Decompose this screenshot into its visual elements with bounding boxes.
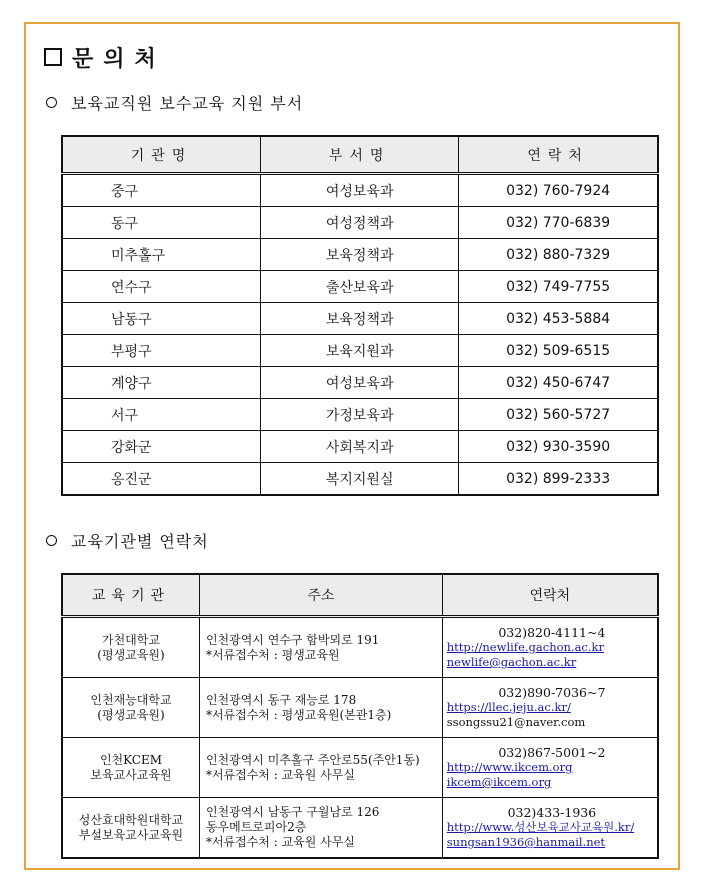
website-link[interactable]: http://newlife.gachon.ac.kr	[446, 640, 604, 654]
email-text: ssongssu21@naver.com	[446, 715, 586, 729]
table-row	[62, 798, 658, 859]
table-row	[62, 399, 658, 431]
address-line: 인천광역시 연수구 함박뫼로 191	[205, 632, 380, 647]
institution-sub: 보육교사교육원	[90, 767, 172, 782]
table-row	[62, 303, 658, 335]
email-link[interactable]: ikcem@ikcem.org	[446, 775, 552, 789]
email-link[interactable]: newlife@gachon.ac.kr	[446, 655, 577, 669]
phone-cell: 032) 509-6515	[459, 335, 658, 367]
institution-name: 인천재능대학교	[90, 692, 172, 707]
institution-name: 성산효대학원대학교	[78, 812, 184, 827]
institution-cell	[62, 738, 199, 798]
contact-cell	[442, 738, 658, 798]
address-line: *서류접수처 : 평생교육원	[205, 647, 340, 662]
gu-cell: 계양구	[62, 367, 261, 399]
phone-number: 032)890-7036~7	[498, 685, 606, 700]
table-row	[62, 678, 658, 738]
dept-cell: 가정보육과	[261, 399, 459, 431]
gu-cell: 동구	[62, 207, 261, 239]
table-row	[62, 239, 658, 271]
address-line: *서류접수처 : 평생교육원(본관1층)	[205, 707, 392, 722]
table-row	[62, 207, 658, 239]
institution-name: 인천KCEM	[99, 752, 162, 767]
table-row	[62, 738, 658, 798]
institution-sub: (평생교육원)	[97, 707, 165, 722]
institution-cell	[62, 798, 199, 859]
gu-cell: 미추홀구	[62, 239, 261, 271]
address-line: 인천광역시 남동구 구월남로 126	[205, 805, 380, 819]
phone-number: 032)820-4111~4	[498, 625, 606, 640]
phone-cell: 032) 749-7755	[459, 271, 658, 303]
section1-heading: 보육교직원 보수교육 지원 부서	[46, 91, 303, 114]
table-row	[62, 174, 658, 207]
table-row	[62, 617, 658, 678]
dept-cell: 여성보육과	[261, 367, 459, 399]
checkbox-square-icon	[44, 48, 62, 66]
table-row	[62, 335, 658, 367]
dept-cell: 여성보육과	[261, 174, 459, 207]
gu-cell: 서구	[62, 399, 261, 431]
dept-cell: 보육정책과	[261, 303, 459, 335]
gu-cell: 강화군	[62, 431, 261, 463]
gu-cell: 옹진군	[62, 463, 261, 496]
phone-cell: 032) 880-7329	[459, 239, 658, 271]
header-dept: 부서명	[261, 136, 459, 174]
circle-bullet-icon	[46, 97, 57, 108]
gu-cell: 남동구	[62, 303, 261, 335]
address-line: *서류접수처 : 교육원 사무실	[205, 835, 355, 849]
phone-cell: 032) 760-7924	[459, 174, 658, 207]
table-row	[62, 431, 658, 463]
website-link[interactable]: https://llec.jeju.ac.kr/	[446, 700, 571, 714]
phone-number: 032)433-1936	[507, 805, 597, 820]
phone-cell: 032) 899-2333	[459, 463, 658, 496]
institution-cell	[62, 617, 199, 678]
gu-cell: 연수구	[62, 271, 261, 303]
institution-name: 가천대학교	[101, 632, 160, 647]
dept-cell: 출산보육과	[261, 271, 459, 303]
gu-cell: 중구	[62, 174, 261, 207]
institution-table	[61, 573, 659, 859]
website-link[interactable]: http://www.성산보육교사교육원.kr/	[446, 820, 635, 834]
dept-cell: 복지지원실	[261, 463, 459, 496]
phone-cell: 032) 560-5727	[459, 399, 658, 431]
contact-cell	[442, 617, 658, 678]
header-institution: 교육기관	[62, 574, 199, 617]
dept-cell: 보육정책과	[261, 239, 459, 271]
phone-cell: 032) 450-6747	[459, 367, 658, 399]
address-line: 인천광역시 미추홀구 주안로55(주안1동)	[205, 752, 420, 767]
phone-number: 032)867-5001~2	[498, 745, 606, 760]
page-title	[44, 42, 166, 72]
email-link[interactable]: sungsan1936@hanmail.net	[446, 835, 606, 849]
institution-cell	[62, 678, 199, 738]
table-header-row	[62, 136, 658, 174]
table-row	[62, 271, 658, 303]
header-address: 주소	[199, 574, 442, 617]
address-cell	[199, 617, 442, 678]
dept-cell: 보육지원과	[261, 335, 459, 367]
institution-sub: (평생교육원)	[97, 647, 165, 662]
phone-cell: 032) 930-3590	[459, 431, 658, 463]
table-header-row	[62, 574, 658, 617]
gu-cell: 부평구	[62, 335, 261, 367]
institution-sub: 부설보육교사교육원	[78, 827, 184, 842]
address-cell	[199, 678, 442, 738]
phone-cell: 032) 453-5884	[459, 303, 658, 335]
address-cell	[199, 798, 442, 859]
header-contact: 연락처	[442, 574, 658, 617]
address-line: 인천광역시 동구 재능로 178	[205, 692, 357, 707]
dept-cell: 여성정책과	[261, 207, 459, 239]
section2-heading: 교육기관별 연락처	[46, 529, 209, 552]
dept-cell: 사회복지과	[261, 431, 459, 463]
address-cell	[199, 738, 442, 798]
contact-cell	[442, 798, 658, 859]
department-table	[61, 135, 659, 496]
page-title-text: 문의처	[72, 46, 166, 72]
table-row	[62, 367, 658, 399]
table-row	[62, 463, 658, 496]
header-contact: 연락처	[459, 136, 658, 174]
header-org: 기관명	[62, 136, 261, 174]
circle-bullet-icon	[46, 535, 57, 546]
contact-cell	[442, 678, 658, 738]
website-link[interactable]: http://www.ikcem.org	[446, 760, 573, 774]
phone-cell: 032) 770-6839	[459, 207, 658, 239]
address-line: *서류접수처 : 교육원 사무실	[205, 767, 355, 782]
address-line: 동우메트로피아2층	[205, 820, 307, 834]
